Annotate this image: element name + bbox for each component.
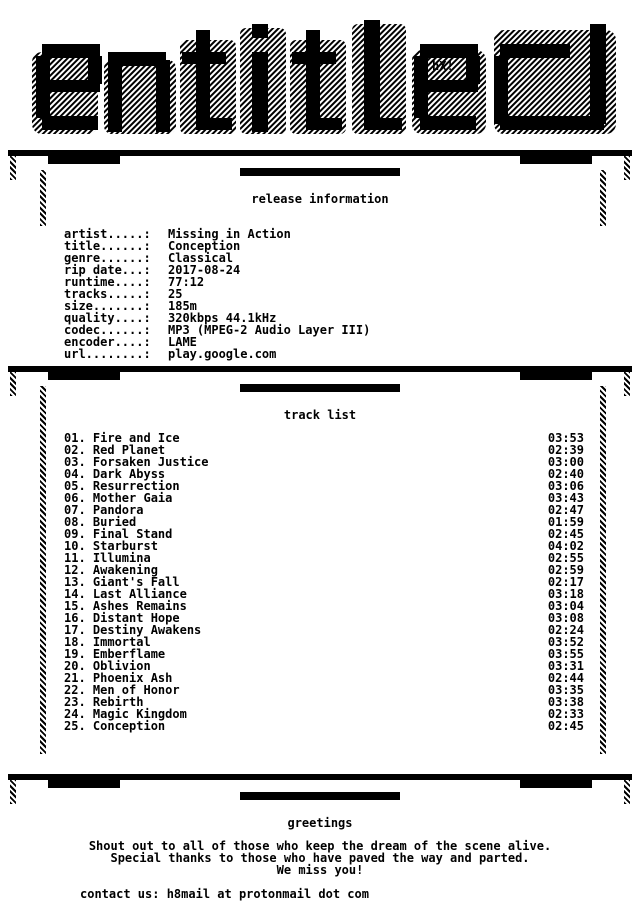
release-field-key: runtime....: [64,275,151,289]
release-field-value: MP3 (MPEG-2 Audio Layer III) [168,323,371,337]
release-field-key: quality....: [64,311,151,325]
greetings-line: We miss you! [276,863,364,877]
release-field-value: Conception [168,239,241,253]
track-name: 14. Last Alliance [64,587,187,601]
track-duration: 02:24 [547,623,584,637]
track-name: 12. Awakening [64,563,158,577]
release-field-value: 185m [168,299,197,313]
track-duration: 03:52 [547,635,584,649]
track-name: 05. Resurrection [64,479,180,493]
track-duration: 03:08 [547,611,584,625]
track-duration: 01:59 [547,515,584,529]
track-duration: 02:45 [547,719,584,733]
release-field-key: rip date...: [64,263,151,277]
track-name: 21. Phoenix Ash [64,671,173,685]
track-duration: 03:00 [547,455,584,469]
track-name: 24. Magic Kingdom [64,707,187,721]
divider [0,774,640,808]
release-field-key: codec......: [64,323,151,337]
track-duration: 02:55 [547,551,584,565]
release-field-key: title......: [64,239,151,253]
track-duration: 02:40 [547,467,584,481]
divider [0,366,640,400]
track-duration: 02:44 [547,671,584,685]
track-duration: 03:43 [547,491,584,505]
track-name: 18. Immortal [64,635,151,649]
track-name: 08. Buried [64,515,137,529]
greetings-line: Special thanks to those who have paved the way and parted. [110,851,530,865]
track-duration: 02:45 [547,527,584,541]
right-border [600,386,606,754]
release-field-key: url........: [64,347,151,361]
track-name: 01. Fire and Ice [64,431,180,445]
release-field-key: size.......: [64,299,151,313]
release-field-value: 77:12 [168,275,205,289]
track-name: 06. Mother Gaia [64,491,173,505]
track-name: 25. Conception [64,719,166,733]
track-name: 13. Giant's Fall [64,575,180,589]
release-field-key: encoder....: [64,335,151,349]
divider [0,150,640,184]
track-name: 10. Starburst [64,539,158,553]
track-duration: 03:35 [547,683,584,697]
track-duration: 04:02 [547,539,584,553]
release-field-value: Missing in Action [168,227,291,241]
track-duration: 03:31 [547,659,584,673]
track-duration: 03:53 [547,431,584,445]
track-duration: 03:04 [547,599,584,613]
track-row [64,720,584,732]
track-name: 03. Forsaken Justice [64,455,209,469]
track-name: 11. Illumina [64,551,151,565]
release-field-value: Classical [168,251,234,265]
left-border [40,386,46,754]
release-field-value: LAME [168,335,197,349]
track-name: 15. Ashes Remains [64,599,187,613]
track-duration: 03:18 [547,587,584,601]
track-name: 09. Final Stand [64,527,173,541]
release-field-key: artist.....: [64,227,151,241]
contact-line: contact us: h8mail at protonmail dot com [80,887,369,901]
track-name: 16. Distant Hope [64,611,180,625]
release-field-value: 320kbps 44.1kHz [168,311,277,325]
track-name: 02. Red Planet [64,443,166,457]
release-field-value: 25 [168,287,183,301]
track-name: 17. Destiny Awakens [64,623,202,637]
greetings-line: Shout out to all of those who keep the dream of the scene alive. [88,839,552,853]
track-duration: 03:38 [547,695,584,709]
release-field-value: play.google.com [168,347,277,361]
track-duration: 03:55 [547,647,584,661]
track-name: 19. Emberflame [64,647,166,661]
track-name: 23. Rebirth [64,695,144,709]
track-row [64,504,584,516]
track-duration: 02:17 [547,575,584,589]
track-name: 20. Oblivion [64,659,151,673]
greetings-title: greetings [287,816,353,830]
track-duration: 02:59 [547,563,584,577]
track-duration: 03:06 [547,479,584,493]
track-list-title: track list [283,408,357,422]
release-field-key: genre......: [64,251,151,265]
logo-tag: hX! [432,59,454,73]
track-name: 04. Dark Abyss [64,467,166,481]
entitled-logo [0,0,640,150]
track-duration: 02:47 [547,503,584,517]
release-field-key: tracks.....: [64,287,151,301]
track-duration: 02:39 [547,443,584,457]
release-field-value: 2017-08-24 [168,263,241,277]
track-duration: 02:33 [547,707,584,721]
track-name: 22. Men of Honor [64,683,180,697]
track-name: 07. Pandora [64,503,144,517]
release-information-title: release information [251,192,389,206]
